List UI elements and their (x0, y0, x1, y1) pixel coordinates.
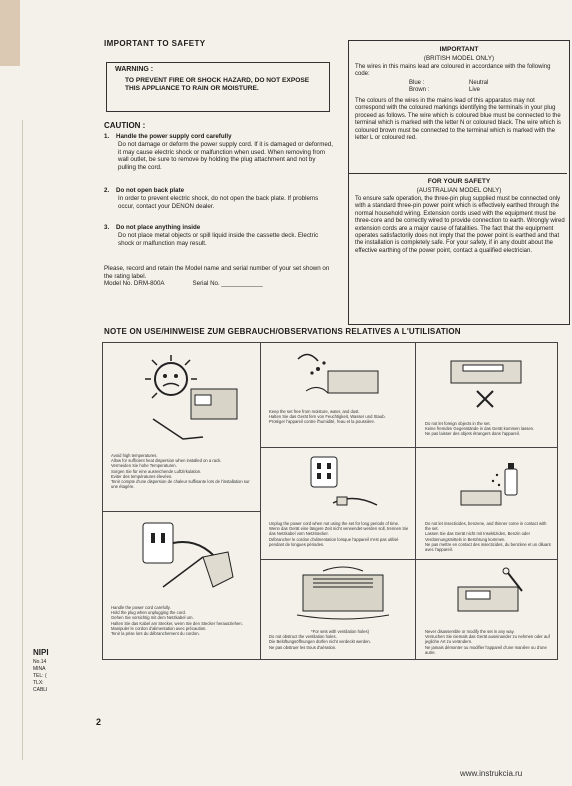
caption-line: Sorgen Sie für eine ausreichende Luftzirkulation. (111, 468, 202, 474)
caption-line: Eviter des températures élevées. (111, 473, 173, 479)
foreign-objects-illustration (443, 351, 533, 413)
address-fragment: CABLI (33, 687, 48, 693)
binding-tab (0, 0, 20, 66)
ventilation-illustration (293, 565, 393, 625)
caption-line: Do not let insecticides, benzene, and thinner come in contact with the set. (425, 521, 547, 532)
caption-line: Ne jamais démonter ou modifier l'appareil d'une manière ou d'une autre. (425, 644, 547, 655)
caption-disassemble (425, 629, 553, 655)
address-fragment: MINA (33, 666, 46, 672)
serial-number: Serial No. ____________ (192, 280, 263, 288)
caption-line: Avoid high temperatures. (111, 453, 158, 458)
binding-line (22, 120, 23, 760)
australian-title: FOR YOUR SAFETY (427, 178, 491, 185)
caption-line: Keine fremden Gegenstände in das Gerät kommen lassen. (425, 426, 535, 432)
grid-divider (415, 343, 416, 659)
illustration-grid (102, 342, 558, 660)
caution-item-head: Handle the power supply cord carefully (116, 133, 232, 140)
sun-heat-illustration (143, 349, 243, 449)
caption-line: Manipuler le cordon d'alimentation avec précaution. (111, 625, 207, 631)
caption-line: Do not obstruct the ventilation holes. (269, 634, 337, 640)
caption-ventilation (269, 629, 411, 650)
grid-divider (260, 447, 415, 448)
record-text: Please, record and retain the Model name and serial number of your set shown on the rating label. (104, 265, 330, 280)
caption-line: Protéger l'appareil contre l'humidité, l'eau et la poussière. (269, 419, 375, 425)
caption-line: Hold the plug when unplugging the cord. (111, 610, 186, 616)
caution-item-text: In order to prevent electric shock, do not open the back plate. If problems occur, contact your DENON dealer. (118, 195, 319, 210)
insecticide-illustration (453, 461, 533, 511)
blue-label: Blue : (409, 80, 425, 86)
caution-item-number: 2. (104, 187, 110, 194)
warning-text: TO PREVENT FIRE OR SHOCK HAZARD, DO NOT EXPOSE THIS APPLIANCE TO RAIN OR MOISTURE. (125, 77, 310, 92)
brown-value: Live (469, 87, 481, 94)
caption-unplug (269, 521, 411, 547)
brown-label: Brown : (409, 87, 430, 94)
grid-divider (103, 511, 260, 512)
caution-title: CAUTION : (104, 121, 146, 130)
warning-box (106, 62, 330, 112)
caption-line: Ne pas mettre en contact des insecticides, du benzène et un diluant avec l'appareil. (425, 541, 551, 553)
caption-line: Lassen Sie das Gerät nicht mit Insektiziden, Benzin oder Verdünnungsmitteln in Berührung kommen. (425, 531, 530, 542)
record-notice (104, 265, 334, 288)
caption-line: Die Belüftungsöffnungen dürfen nicht verdeckt werden. (269, 639, 371, 645)
caption-line: Ne pas laisser des objets étrangers dans l'appareil. (425, 431, 520, 437)
caption-line: Versuchen Sie niemals das Gerät auseinander zu nehmen oder auf jegliche Art zu verändern. (425, 634, 550, 645)
caption-insecticides (425, 521, 553, 552)
address-fragment: TLX: (33, 680, 44, 686)
australian-body: To ensure safe operation, the three-pin plug supplied must be connected only with a standard three-pin power point which is effectively earthed through the normal household wiring. Extension cords used with the equipment must be three-core and be correctly wired to provide connection to earth. Wrongly wired extension cords are a major cause of fatalities. The fact that the equipment operates satisfactorily does not imply that the power point is earthed and that the installation is completely safe. For your safety, if in any doubt about the effective earthing of the power point, contact a qualified electrician. (355, 196, 565, 254)
caption-line: Halten Sie das Kabel am Stecker, wenn Sie den Stecker herausziehen. (111, 620, 243, 626)
caution-item-head: Do not open back plate (116, 187, 185, 194)
moisture-illustration (288, 349, 388, 407)
british-intro: The wires in this mains lead are coloured in accordance with the following code: (355, 64, 551, 78)
grid-divider (415, 447, 557, 448)
watermark-link[interactable]: www.instrukcia.ru (460, 769, 523, 778)
caption-line: Vermeiden Sie hohe Temperaturen. (111, 463, 177, 469)
british-title: IMPORTANT (439, 46, 479, 53)
blue-value: Neutral (469, 80, 489, 86)
safety-heading: IMPORTANT TO SAFETY (104, 39, 206, 48)
caption-line: Gehen Sie vorsichtig mit dem Netzkabel um. (111, 615, 194, 621)
caption-line: Allow for sufficient heat dispersion when installed on a rack. (111, 458, 222, 464)
caution-item-number: 1. (104, 133, 110, 140)
unplug-illustration (303, 453, 383, 515)
wire-code-table (409, 80, 559, 95)
caution-item-number: 3. (104, 224, 110, 231)
caption-heat (111, 453, 253, 489)
caption-line: Débrancher le cordon d'alimentation lorsque l'appareil n'est pas utilisé pendant de longues périodes. (269, 536, 399, 547)
caption-line: Handle the power cord carefully. (111, 605, 171, 610)
note-on-use-heading: NOTE ON USE/HINWEISE ZUM GEBRAUCH/OBSERVATIONS RELATIVES A L'UTILISATION (104, 327, 461, 336)
page-number: 2 (96, 717, 102, 727)
grid-divider (260, 559, 415, 560)
address-fragment: TEL: ( (33, 673, 47, 679)
mains-lead-box (348, 40, 570, 325)
caption-line: Ne pas obstruer les trous d'aération. (269, 644, 337, 650)
grid-divider (260, 343, 261, 659)
caution-item-head: Do not place anything inside (116, 224, 201, 231)
caption-line: Never disassemble or modify the set in any way. (425, 629, 515, 634)
caution-item-text: Do not place metal objects or spill liquid inside the cassette deck. Electric shock or malfunction may result. (118, 232, 319, 247)
caption-moisture (269, 409, 411, 425)
company-name-fragment: NIPI (33, 648, 49, 657)
australian-box (349, 173, 567, 324)
british-body: The colours of the wires in the mains lead of this apparatus may not correspond with the coloured markings identifying the terminals in your plug proceed as follows. The wire which is coloured blue must be connected to the terminal which is marked with the letter N or coloured black. The wire which is coloured brown must be connected to the terminal which is marked with the letter L or coloured red. (355, 98, 561, 142)
caution-item-text: Do not damage or deform the power supply cord. If it is damaged or deformed, it may cause electric shock or malfunction when used. When removing from wall outlet, be sure to remove by holding the plug attachment and not by pulling the cord. (118, 141, 333, 171)
address-fragment: No.14 (33, 659, 47, 665)
caption-line: Halten Sie das Gerät fern von Feuchtigkeit, Wasser und Staub. (269, 414, 386, 420)
power-cord-illustration (133, 517, 243, 595)
caption-line: Keep the set free from moisture, water, and dust. (269, 409, 360, 414)
british-subtitle: (BRITISH MODEL ONLY) (423, 55, 495, 62)
caption-line: Tenir compte d'une dispersion de chaleur suffisante lors de l'installation sur une étagère. (111, 479, 250, 490)
caption-line: Tenir la prise lors du débranchement du cordon. (111, 631, 200, 637)
caption-foreign-objects (425, 421, 553, 437)
grid-divider (415, 559, 557, 560)
caption-line: Do not let foreign objects in the set. (425, 421, 491, 426)
caption-line: *For sets with ventilation holes) (311, 629, 369, 634)
warning-title: WARNING : (115, 66, 154, 73)
model-number: Model No. DRM-800A (104, 280, 165, 288)
disassemble-illustration (448, 567, 538, 623)
caption-line: Unplug the power cord when not using the set for long periods of time. (269, 521, 400, 526)
caption-power-cord (111, 605, 253, 636)
caption-line: Wenn das Gerät eine längere Zeit nicht verwendet werden soll, trennen Sie das Netzkabel vom Netzstecker. (269, 526, 409, 537)
australian-subtitle: (AUSTRALIAN MODEL ONLY) (416, 187, 502, 194)
